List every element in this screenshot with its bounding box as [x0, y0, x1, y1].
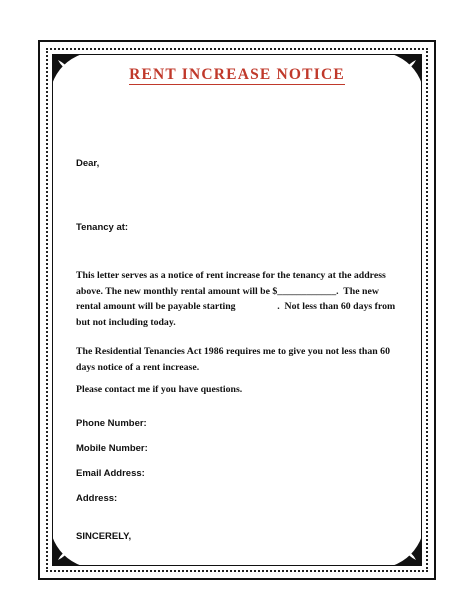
notice-title [0, 66, 474, 84]
closing: SINCERELY, [76, 531, 132, 542]
mobile-number-label: Mobile Number: [76, 443, 148, 454]
legal-paragraph: The Residential Tenancies Act 1986 requires me to give you not less than 60 days notice of a rent increase. [76, 346, 390, 373]
notice-title-text: RENT INCREASE NOTICE [129, 66, 345, 83]
salutation: Dear, [76, 158, 100, 169]
phone-number-label: Phone Number: [76, 418, 147, 429]
tenancy-label: Tenancy at: [76, 222, 129, 233]
email-address-label: Email Address: [76, 468, 145, 479]
notice-paragraph: This letter serves as a notice of rent increase for the tenancy at the address above. The new monthly rental amount will be $____________. The new rental amount will be payable starting . Not less than 60 days from but not including today. [76, 270, 398, 328]
contact-paragraph: Please contact me if you have questions. [76, 384, 243, 395]
address-label: Address: [76, 493, 118, 504]
